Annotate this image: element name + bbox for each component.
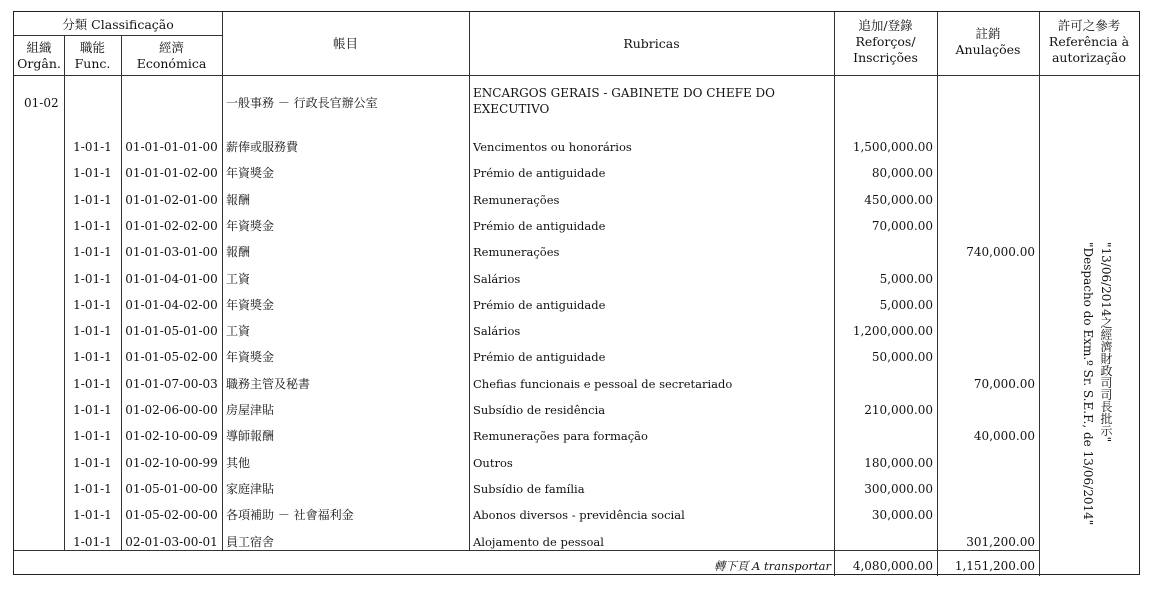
ref-header-pt2: autorização [1051,50,1127,65]
func-code: 1-01-1 [73,429,112,443]
reforcos-header-zh: 追加/登錄 [858,18,913,33]
transport-label: 轉下頁 A transportar [713,559,831,573]
func-code: 1-01-1 [73,166,112,180]
econ-code: 01-01-03-01-00 [125,245,218,259]
ref-header-zh: 許可之參考 [1057,18,1121,33]
organ-header-pt: Orgân. [17,56,61,71]
func-code: 1-01-1 [73,350,112,364]
rubrica-pt: Abonos diversos - previdência social [473,508,685,522]
func-code: 1-01-1 [73,245,112,259]
func-code: 1-01-1 [73,272,112,286]
rubrica-pt: Prémio de antiguidade [473,219,606,233]
item-name-zh: 各項補助 － 社會福利金 [226,508,354,522]
rubrica-pt: Alojamento de pessoal [473,535,604,549]
reforco-amount: 70,000.00 [871,219,933,233]
rubrica-pt: Vencimentos ou honorários [473,140,632,154]
rubricas-header: Rubricas [623,36,680,51]
reforco-amount: 80,000.00 [871,166,933,180]
reforco-amount: 180,000.00 [864,456,933,470]
econ-code: 01-01-07-00-03 [125,377,218,391]
rubrica-pt: Chefias funcionais e pessoal de secretariado [473,377,733,391]
total-anulacoes: 1,151,200.00 [954,559,1035,573]
func-code: 1-01-1 [73,377,112,391]
anulacao-amount: 740,000.00 [966,245,1035,259]
item-name-zh: 員工宿舍 [226,535,275,549]
item-name-zh: 工資 [226,272,251,286]
rubrica-pt: Prémio de antiguidade [473,350,606,364]
item-name-zh: 年資獎金 [226,219,275,233]
col-divider [1039,12,1040,576]
item-name-zh: 其他 [226,456,251,470]
anulacoes-header-zh: 註銷 [975,26,1001,41]
item-header: 帳目 [332,36,358,51]
rubrica-pt: Subsídio de família [473,482,585,496]
func-code: 1-01-1 [73,535,112,549]
func-code: 1-01-1 [73,456,112,470]
econ-code: 01-02-10-00-99 [125,456,218,470]
reforco-amount: 1,200,000.00 [852,324,933,338]
item-name-zh: 薪俸或服務費 [226,140,299,154]
reforco-amount: 210,000.00 [864,403,933,417]
item-name-zh: 導師報酬 [226,429,275,443]
organ-header-zh: 組織 [26,40,52,55]
func-code: 1-01-1 [73,193,112,207]
anulacao-amount: 301,200.00 [966,535,1035,549]
reforco-amount: 450,000.00 [864,193,933,207]
reforco-amount: 30,000.00 [871,508,933,522]
func-code: 1-01-1 [73,482,112,496]
reforco-amount: 5,000.00 [879,298,933,312]
total-reforcos: 4,080,000.00 [852,559,933,573]
col-divider [469,12,470,551]
anulacoes-header-pt: Anulações [955,42,1021,57]
ref-header-pt1: Referência à [1048,34,1130,49]
econ-header-pt: Económica [136,56,207,71]
item-name-zh: 家庭津貼 [226,482,275,496]
anulacao-amount: 70,000.00 [973,377,1035,391]
item-name-zh: 年資獎金 [226,298,275,312]
item-name-zh: 年資獎金 [226,166,275,180]
organ-code: 01-02 [24,96,59,110]
reforco-amount: 300,000.00 [864,482,933,496]
reforco-amount: 5,000.00 [879,272,933,286]
item-name-zh: 職務主管及秘書 [226,377,311,391]
rubrica-pt: Prémio de antiguidade [473,298,606,312]
econ-code: 02-01-03-00-01 [125,535,218,549]
econ-code: 01-01-01-01-00 [125,140,218,154]
reforco-amount: 1,500,000.00 [852,140,933,154]
econ-code: 01-05-02-00-00 [125,508,218,522]
rubrica-pt: Prémio de antiguidade [473,166,606,180]
func-code: 1-01-1 [73,298,112,312]
col-divider [937,12,938,576]
func-code: 1-01-1 [73,324,112,338]
reforcos-header-pt1: Reforços/ [855,34,916,49]
classification-header: 分類 Classificação [62,17,174,32]
col-divider [222,12,223,551]
econ-code: 01-01-04-01-00 [125,272,218,286]
rubrica-pt: Remunerações [473,245,560,259]
budget-table [13,11,1140,575]
anulacao-amount: 40,000.00 [973,429,1035,443]
econ-code: 01-01-05-02-00 [125,350,218,364]
econ-code: 01-05-01-00-00 [125,482,218,496]
econ-code: 01-02-06-00-00 [125,403,218,417]
authorization-line-zh: "13/06/2014之經濟財政司司長批示" [1099,242,1113,443]
col-divider [121,36,122,551]
rubrica-pt: Salários [473,272,521,286]
authorization-reference [1078,242,1118,526]
econ-header-zh: 經濟 [158,40,184,55]
func-header-pt: Func. [74,56,111,71]
econ-code: 01-01-02-01-00 [125,193,218,207]
rubrica-pt: Outros [473,456,513,470]
row-divider [14,75,1139,76]
func-code: 1-01-1 [73,508,112,522]
section-title-zh: 一般事務 － 行政長官辦公室 [226,96,378,110]
econ-code: 01-01-04-02-00 [125,298,218,312]
item-name-zh: 報酬 [226,193,251,207]
item-name-zh: 報酬 [226,245,251,259]
authorization-line-pt: "Despacho do Exm.º Sr. S.E.F., de 13/06/2014" [1081,242,1095,526]
item-name-zh: 工資 [226,324,251,338]
row-divider [14,550,1039,551]
econ-code: 01-01-05-01-00 [125,324,218,338]
rubrica-pt: Subsídio de residência [473,403,606,417]
row-divider [14,35,222,36]
item-name-zh: 房屋津貼 [226,403,275,417]
func-code: 1-01-1 [73,219,112,233]
item-name-zh: 年資獎金 [226,350,275,364]
econ-code: 01-01-01-02-00 [125,166,218,180]
section-title-pt-line2: EXECUTIVO [473,102,550,116]
rubrica-pt: Remunerações [473,193,560,207]
rubrica-pt: Salários [473,324,521,338]
rubrica-pt: Remunerações para formação [473,429,648,443]
func-header-zh: 職能 [79,40,105,55]
func-code: 1-01-1 [73,140,112,154]
reforco-amount: 50,000.00 [871,350,933,364]
econ-code: 01-02-10-00-09 [125,429,218,443]
func-code: 1-01-1 [73,403,112,417]
econ-code: 01-01-02-02-00 [125,219,218,233]
section-title-pt-line1: ENCARGOS GERAIS - GABINETE DO CHEFE DO [473,86,775,100]
reforcos-header-pt2: Inscrições [853,50,918,65]
